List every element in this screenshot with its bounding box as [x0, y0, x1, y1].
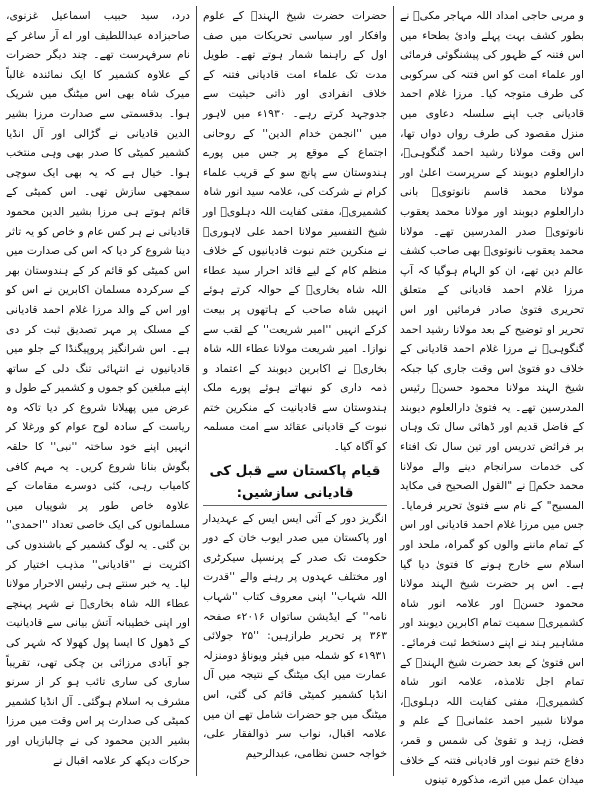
- column-right-text: و مربی حاجی امداد اللہ مہاجر مکیؒ نے بطور کشف بہت پہلے وادیٔ بطحاء میں اس فتنہ کے ظہور کی پیشنگوئی فرمائی اور علماء امت کو اس فتنہ کی سرکوبی کی طرف متوجہ کیا۔ مرزا غلام احمد قادیانی جب اپنے سلسلہ دعاوی میں منزل مقصود کی طرف رواں دواں تھا، اس وقت مولانا رشید احمد گنگوہیؒ، دارالعلوم دیوبند کے سرپرست اعلیٰ اور مولانا محمد قاسم نانوتویؒ بانی دارالعلوم دیوبند اور مولانا محمد یعقوب نانوتویؒ صدر المدرسین تھے۔ مولانا محمد یعقوب نانوتویؒ بھی صاحب کشف عالم دین تھے، ان کو الہام ہوگیا کہ آپ مرزا غلام احمد قادیانی کے متعلق تحریری فتویٰ صادر فرمائیں اور اس تحریر او توضیح کے بعد مولانا رشید احمد گنگوہیؒ نے مرزا غلام احمد قادیانی کے خلاف دو فتویٰ اس وقت جاری کیا جبکہ شیخ الہند مولانا محمود حسنؒ رئیس المدرسین تھے۔ یہ فتویٰ دارالعلوم دیوبند کے فاضل قدیم اور ڈھائی سال تک وہاں بر فرائض تدریس اور تین سال تک افتاء کی خدمات سرانجام دینے والے مولانا محمد حکمؒ نے "القول الصحیح فی مکاید المسیح" کے نام سے فتویٰ تحریر فرمایا۔ جس میں مرزا غلام احمد قادیانی اور اس کے تمام ماننے والوں کو گمراہ، ملحد اور اسلام سے خارج ہونے کا فتویٰ دیا گیا ہے۔ اس پر حضرت شیخ الہند مولانا محمود حسنؒ اور علامہ انور شاہ کشمیریؒ سمیت تمام اکابرین دیوبند اور مشاہیر ہند نے اپنے دستخط ثبت فرمائے۔ اس فتویٰ کے بعد حضرت شیخ الہندؒ کے تمام اجل تلامذہ، علامہ انور شاہ کشمیریؒ، مفتی کفایت اللہ دہلویؒ، مولانا شبیر احمد عثمانیؒ کے علم و فضل، زہد و تقویٰ کی شمس و قمر، دفاع ختم نبوت اور قادیانی فتنہ کے خلاف میدان عمل میں اترے، مذکورہ تینوں: [400, 9, 584, 787]
- section-heading: قیام پاکستان سے قبل کی قادیانی سازشیں:: [203, 460, 387, 506]
- column-right: [400, 6, 584, 787]
- column-middle: [203, 6, 387, 776]
- column-left-text: درد، سید حبیب اسماعیل غزنوی، صاحبزادہ عبداللطیف اور اے آر ساغر کے نام سرفہرست تھے۔ چند دیگر حضرات کے علاوہ کشمیر کا ایک نمائندہ غالباً میرک شاہ بھی اس میٹنگ میں شریک ہوا۔ بدقسمتی سے صدارت مرزا بشیر الدین قادیانی نے گڑالی اور آل انڈیا کشمیر کمیٹی کا صدر بھی وہی منتخب ہوا۔ خیال ہے کہ یہ بھی ایک سوچی سمجھی سازش تھی۔ اس کمیٹی کے قائم ہوتے ہی مرزا بشیر الدین محمود قادیانی نے ہر کس عام و خاص کو یہ تاثر دینا شروع کر دیا کہ اس کی صدارت میں اس کمیٹی کو قائم کر کے ہندوستان بھر کے سرکردہ مسلمان اکابرین نے اس کو اور اس کے والد مرزا غلام احمد قادیانی کے مسلک پر مہر تصدیق ثبت کر دی ہے۔ اس شرانگیز پروپیگنڈا کے جلو میں قادیانیوں نے انتہائی تنگ دلی کے ساتھ اپنے مبلغین کو جموں و کشمیر کے طول و عرض میں پھیلانا شروع کر دیا تاکہ وہ ریاست کے سادہ لوح عوام کو ورغلا کر انہیں اپنے خود ساختہ ''نبی'' کا حلقہ بگوش بنانا شروع کریں۔ یہ مہم کافی کامیاب رہی، کئی دوسرے مقامات کے علاوہ خاص طور پر شوپیاں میں مسلمانوں کی ایک خاصی تعداد ''احمدی'' بن گئی۔ یہ لوگ کشمیر کے باشندوں کی اکثریت نے ''قادیانی'' مذہب اختیار کر لیا۔ یہ خبر سنتے ہی رئیس الاحرار مولانا عطاء اللہ شاہ بخاریؒ نے شہر پہنچے اور اپنی خطیبانہ آتش بیانی سے قادیانیت کے ڈھول کا ایسا پول کھولا کہ شہر کی جو آبادی مرزائی بن چکی تھی، تقریباً ساری کی ساری تائب ہو کر از سرنو مشرف بہ اسلام ہوگئی۔ آل انڈیا کشمیر کمیٹی کی صدارت پر اس وقت میں مرزا بشیر الدین محمود کی نے چالبازیاں اور حرکات دیکھ کر علامہ اقبال نے: [6, 9, 190, 767]
- column-middle-text-bottom: انگریز دور کے آئی ایس ایس کے عہدیدار اور پاکستان میں صدر ایوب خان کے دور حکومت تک صدر کے پرنسپل سیکرٹری اور مختلف عہدوں پر رہنے والے ''قدرت اللہ شہاب'' اپنی معروف کتاب ''شہاب نامہ'' کے ایڈیشن ساتواں ۲۰۱۶ء صفحہ ۳۶۳ پر تحریر طرازہیں: ''۲۵ جولائی ۱۹۳۱ء کو شملہ میں فیئر ویوناؤ دومنزلہ عمارت میں ایک میٹنگ کے نتیجہ میں آل انڈیا کشمیر کمیٹی قائم کی گئی، اس میٹنگ میں جو حضرات شامل تھے ان میں علامہ اقبال، نواب سر ذوالفقار علی، خواجہ حسن نظامی، عبدالرحیم: [203, 511, 387, 760]
- column-divider-left: [196, 6, 197, 776]
- column-middle-text-top: حضرات حضرت شیخ الہندؒ کے علوم وافکار اور سیاسی تحریکات میں صف اول کے راہنما شمار ہوتے تھے۔ طویل مدت تک علماء امت قادیانی فتنہ کے خلاف انفرادی اور ذاتی حیثیت سے جدوجہد کرتے رہے۔ ۱۹۳۰ء میں لاہور میں ''انجمن خدام الدین'' کے روحانی اجتماع کے موقع پر جس میں پورے ہندوستان سے پانچ سو کے قریب علماء کرام نے شرکت کی، علامہ سید انور شاہ کشمیریؒ، مفتی کفایت اللہ دہلویؒ اور شیخ التفسیر مولانا احمد علی لاہوریؒ نے منکرین ختم نبوت قادیانیوں کے خلاف منظم کام کے لیے قائد احرار سید عطاء اللہ شاہ بخاریؒ کے حوالہ کرتے ہوئے انہیں شاہ صاحب کے ہاتھوں پر بیعت کرکے انہیں ''امیر شریعت'' کے لقب سے نوازا۔ امیر شریعت مولانا عطاء اللہ شاہ بخاریؒ نے اکابرین دیوبند کے اعتماد و ذمہ داری کو نبھاتے ہوئے پورے ملک ہندوستان سے قادیانیت کے منکرین ختم نبوت کے قادیانی عقائد سے امت مسلمہ کو آگاہ کیا۔: [203, 9, 387, 454]
- column-divider-right: [393, 6, 394, 776]
- column-left: [6, 6, 190, 776]
